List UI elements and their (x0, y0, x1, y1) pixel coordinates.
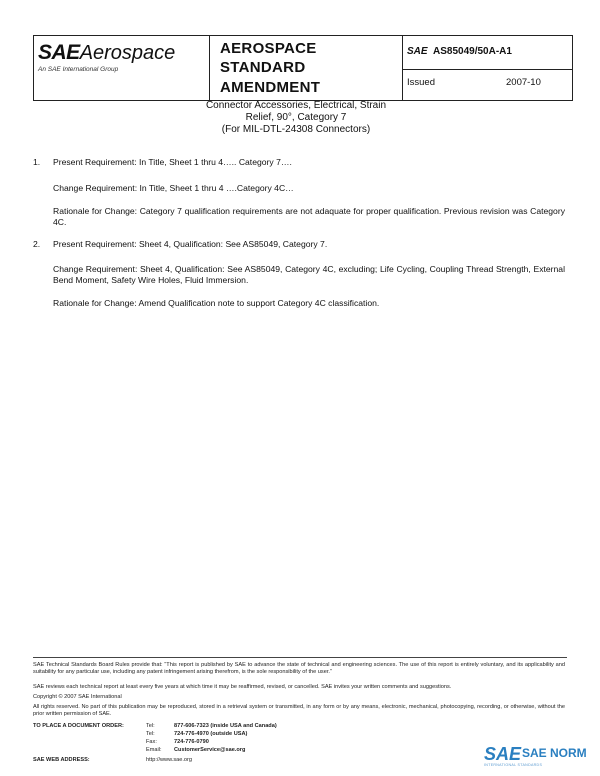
item-number: 2. (33, 239, 41, 249)
contact-label: Email: (146, 747, 162, 753)
item-number: 1. (33, 157, 41, 167)
amendment-item (33, 157, 571, 249)
contact-value: 724-776-0790 (174, 739, 209, 745)
document-subtitle (176, 100, 416, 136)
logo-sae-text: SAE (38, 41, 80, 64)
subtitle-line-3: (For MIL-DTL-24308 Connectors) (221, 124, 371, 135)
review-notice: SAE reviews each technical report at least every five years at which time it may be reaffirmed, revised, or cancelled. SAE invites your written comments and suggestions. (33, 684, 452, 690)
order-label: TO PLACE A DOCUMENT ORDER: (33, 723, 124, 729)
sae-mark-icon: SAE (407, 46, 428, 57)
present-requirement: Present Requirement: In Title, Sheet 1 thru 4….. Category 7…. (53, 157, 292, 167)
title-line-3: AMENDMENT (220, 79, 321, 96)
web-address-link[interactable]: http://www.sae.org (146, 757, 193, 763)
title-line-2: STANDARD (220, 59, 306, 76)
contact-label: Tel: (146, 723, 155, 729)
title-line-1: AEROSPACE (220, 40, 317, 57)
document-type-title (210, 36, 403, 100)
logo-cell (34, 36, 210, 100)
contact-label: Tel: (146, 731, 155, 737)
sae-norm-logo-icon: SAE (484, 744, 522, 764)
change-requirement: Change Requirement: Sheet 4, Qualification: See AS85049, Category 4C, excluding; Life Cycling, Coupling Thread Strength, External Bend Moment, Safety Wire Holes, Fluid Immersion. (53, 264, 565, 285)
logo-aerospace-text: Aerospace (79, 42, 176, 64)
contact-value: 877-606-7323 (inside USA and Canada) (174, 723, 277, 729)
rationale: Rationale for Change: Category 7 qualification requirements are not adaquate for proper qualification. Previous revision was Category 4C. (53, 206, 565, 227)
subtitle-line-1: Connector Accessories, Electrical, Strain (205, 100, 387, 111)
rights-notice: All rights reserved. No part of this publication may be reproduced, stored in a retrieval system or transmitted, in any form or by any means, electronic, mechanical, photocopying, recording, or otherwise, without the prior written permission of SAE. (33, 704, 565, 717)
issued-date: 2007-10 (506, 77, 541, 88)
contact-value: 724-776-4970 (outside USA) (174, 731, 248, 737)
watermark-text: SAE NORM (522, 746, 587, 760)
issued-label: Issued (407, 77, 435, 88)
watermark-subtext: INTERNATIONAL STANDARDS (484, 763, 543, 767)
rationale: Rationale for Change: Amend Qualification note to support Category 4C classification. (53, 298, 380, 308)
amendment-item (33, 239, 571, 319)
copyright-notice: Copyright © 2007 SAE International (33, 694, 122, 700)
document-number: AS85049/50A-A1 (433, 46, 512, 57)
document-id-cell (403, 36, 572, 100)
present-requirement: Present Requirement: Sheet 4, Qualification: See AS85049, Category 7. (53, 239, 328, 249)
subtitle-line-2: Relief, 90°, Category 7 (245, 112, 347, 123)
change-requirement: Change Requirement: In Title, Sheet 1 thru 4 ….Category 4C… (53, 183, 294, 193)
contact-label: Fax: (146, 739, 157, 745)
logo-tagline: An SAE International Group (38, 66, 119, 73)
footer-divider (33, 657, 567, 658)
contact-email[interactable]: CustomerService@sae.org (174, 747, 246, 753)
document-header (33, 35, 573, 101)
board-rules-notice: SAE Technical Standards Board Rules provide that: “This report is published by SAE to advance the state of technical and engineering sciences. The use of this report is entirely voluntary, and its applicability and suitability for any particular use, including any patent infringement arising therefrom, is the sole responsibility of the user.” (33, 662, 565, 675)
document-number-box (403, 36, 572, 70)
sae-aerospace-logo (38, 41, 175, 65)
sae-norm-watermark (484, 744, 594, 770)
web-address-label: SAE WEB ADDRESS: (33, 757, 90, 763)
